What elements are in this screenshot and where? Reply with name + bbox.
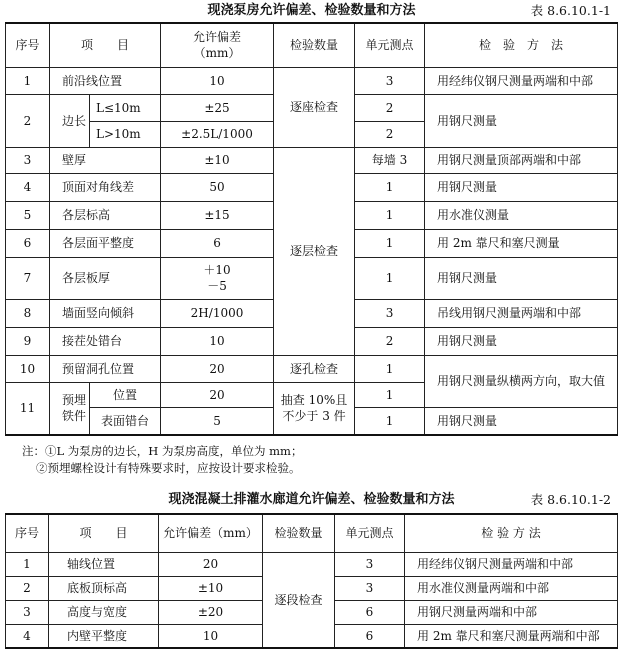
table-row	[6, 67, 618, 94]
t2-row4-method: 用 2m 靠尺和塞尺测量两端和中部	[405, 624, 618, 648]
row11-sub1: 位置	[90, 382, 161, 407]
row7-tolerance-minus: －5	[207, 279, 227, 293]
t1-header-tolerance-line1: 允许偏差	[193, 30, 242, 45]
table2-number: 表 8.6.10.1-2	[530, 492, 611, 507]
note-2: ②预埋螺栓设计有特殊要求时，应按设计要求检验。	[36, 461, 301, 475]
row3-tolerance: ±10	[161, 147, 274, 173]
t2-row3-item: 高度与宽度	[49, 600, 159, 624]
row11-points2: 1	[355, 407, 425, 435]
table2-title: 现浇混凝土排灌水廊道允许偏差、检验数量和方法	[168, 492, 455, 507]
row11-tolerance2: 5	[161, 407, 274, 435]
row9-method: 用钢尺测量	[425, 327, 618, 355]
table1-notes	[22, 443, 302, 477]
row11-method: 用钢尺测量	[425, 407, 618, 435]
row1-tolerance: 10	[161, 67, 274, 94]
row8-tolerance: 2H/1000	[161, 299, 274, 327]
table-row	[6, 552, 618, 576]
row5-tolerance: ±15	[161, 201, 274, 229]
t2-row2-item: 底板顶标高	[49, 576, 159, 600]
t2-row4-tolerance: 10	[159, 624, 263, 648]
row3-seq: 3	[6, 147, 50, 173]
row9-item: 接茬处错台	[50, 327, 161, 355]
row7-points: 1	[355, 257, 425, 299]
t1-header-method: 检 验 方 法	[425, 23, 618, 67]
row8-method: 吊线用钢尺测量两端和中部	[425, 299, 618, 327]
t2-header-item: 项 目	[49, 514, 159, 552]
t2-row1-tolerance: 20	[159, 552, 263, 576]
row6-tolerance: 6	[161, 229, 274, 257]
row2-method: 用钢尺测量	[425, 94, 618, 147]
row5-item: 各层标高	[50, 201, 161, 229]
row4-item: 顶面对角线差	[50, 173, 161, 201]
table1-grid	[5, 22, 618, 436]
row10-tolerance: 20	[161, 355, 274, 382]
t1-header-tolerance-line2: （mm）	[193, 46, 241, 61]
t2-header-tolerance: 允许偏差（mm）	[159, 514, 263, 552]
row11-points1: 1	[355, 382, 425, 407]
row2-points1: 2	[355, 94, 425, 121]
row1-item: 前沿线位置	[50, 67, 161, 94]
row2-sub1: L≤10m	[90, 94, 161, 121]
row7-tolerance	[161, 257, 274, 299]
row4-seq: 4	[6, 173, 50, 201]
t2-header-quantity: 检验数量	[263, 514, 335, 552]
row1-method: 用经纬仪钢尺测量两端和中部	[425, 67, 618, 94]
table1-header	[6, 23, 618, 67]
t2-row2-tolerance: ±10	[159, 576, 263, 600]
row7-seq: 7	[6, 257, 50, 299]
row3-item: 壁厚	[50, 147, 161, 173]
row1-points: 3	[355, 67, 425, 94]
t1-header-seq: 序号	[6, 23, 50, 67]
t2-row1-seq: 1	[6, 552, 49, 576]
row3-method: 用钢尺测量顶部两端和中部	[425, 147, 618, 173]
row7-tolerance-plus: ＋10	[203, 263, 231, 277]
table-row	[6, 147, 618, 173]
t2-row3-method: 用钢尺测量两端和中部	[405, 600, 618, 624]
row10-quantity: 逐孔检查	[274, 355, 355, 382]
note-1: 注：①L 为泵房的边长，H 为泵房高度，单位为 mm；	[22, 444, 303, 458]
row9-tolerance: 10	[161, 327, 274, 355]
qty-group2: 逐层检查	[274, 147, 355, 355]
t2-row4-points: 6	[335, 624, 405, 648]
row6-item: 各层面平整度	[50, 229, 161, 257]
table-row	[6, 355, 618, 382]
t2-header-points: 单元测点	[335, 514, 405, 552]
t2-row2-points: 3	[335, 576, 405, 600]
row1-seq: 1	[6, 67, 50, 94]
row10-seq: 10	[6, 355, 50, 382]
row11-seq: 11	[6, 382, 50, 435]
t2-row1-method: 用经纬仪钢尺测量两端和中部	[405, 552, 618, 576]
row10-points: 1	[355, 355, 425, 382]
row4-method: 用钢尺测量	[425, 173, 618, 201]
row2-points2: 2	[355, 121, 425, 147]
row7-item: 各层板厚	[50, 257, 161, 299]
t2-row4-item: 内壁平整度	[49, 624, 159, 648]
t2-row1-item: 轴线位置	[49, 552, 159, 576]
row3-points: 每墙 3	[355, 147, 425, 173]
row9-seq: 9	[6, 327, 50, 355]
table2-grid	[5, 513, 618, 649]
table1-title: 现浇泵房允许偏差、检验数量和方法	[207, 3, 416, 18]
row11-tolerance1: 20	[161, 382, 274, 407]
row11-quantity-line2: 不少于 3 件	[282, 409, 346, 424]
row5-method: 用水准仪测量	[425, 201, 618, 229]
t2-row4-seq: 4	[6, 624, 49, 648]
t1-header-tolerance	[161, 23, 274, 67]
t2-row2-seq: 2	[6, 576, 49, 600]
row6-method: 用 2m 靠尺和塞尺测量	[425, 229, 618, 257]
row8-item: 墙面竖向倾斜	[50, 299, 161, 327]
table1-number: 表 8.6.10.1-1	[530, 3, 611, 18]
t2-row3-seq: 3	[6, 600, 49, 624]
table2-header	[6, 514, 618, 552]
row11-quantity	[274, 382, 355, 435]
table1-caption	[0, 1, 623, 21]
row4-tolerance: 50	[161, 173, 274, 201]
row8-seq: 8	[6, 299, 50, 327]
row2-tolerance1: ±25	[161, 94, 274, 121]
row2-tolerance2: ±2.5L/1000	[161, 121, 274, 147]
row6-points: 1	[355, 229, 425, 257]
row10-method: 用钢尺测量纵横两方向，取大值	[425, 355, 618, 407]
row5-points: 1	[355, 201, 425, 229]
t2-row1-points: 3	[335, 552, 405, 576]
row11-sub2: 表面错台	[90, 407, 161, 435]
table2-caption	[0, 490, 623, 510]
row9-points: 2	[355, 327, 425, 355]
row2-item: 边长	[50, 94, 90, 147]
t2-row3-tolerance: ±20	[159, 600, 263, 624]
row7-method: 用钢尺测量	[425, 257, 618, 299]
row4-points: 1	[355, 173, 425, 201]
t2-header-method: 检 验 方 法	[405, 514, 618, 552]
row10-item: 预留洞孔位置	[50, 355, 161, 382]
t2-row3-points: 6	[335, 600, 405, 624]
t2-header-seq: 序号	[6, 514, 49, 552]
qty-group1: 逐座检查	[274, 67, 355, 147]
row2-sub2: L>10m	[90, 121, 161, 147]
row5-seq: 5	[6, 201, 50, 229]
row11-quantity-line1: 抽查 10%且	[280, 393, 348, 408]
t2-qty-group: 逐段检查	[263, 552, 335, 648]
row2-seq: 2	[6, 94, 50, 147]
row8-points: 3	[355, 299, 425, 327]
t1-header-points: 单元测点	[355, 23, 425, 67]
row11-item: 预埋铁件	[50, 382, 90, 435]
row6-seq: 6	[6, 229, 50, 257]
t1-header-quantity: 检验数量	[274, 23, 355, 67]
t1-header-item: 项 目	[50, 23, 161, 67]
t2-row2-method: 用水准仪测量两端和中部	[405, 576, 618, 600]
